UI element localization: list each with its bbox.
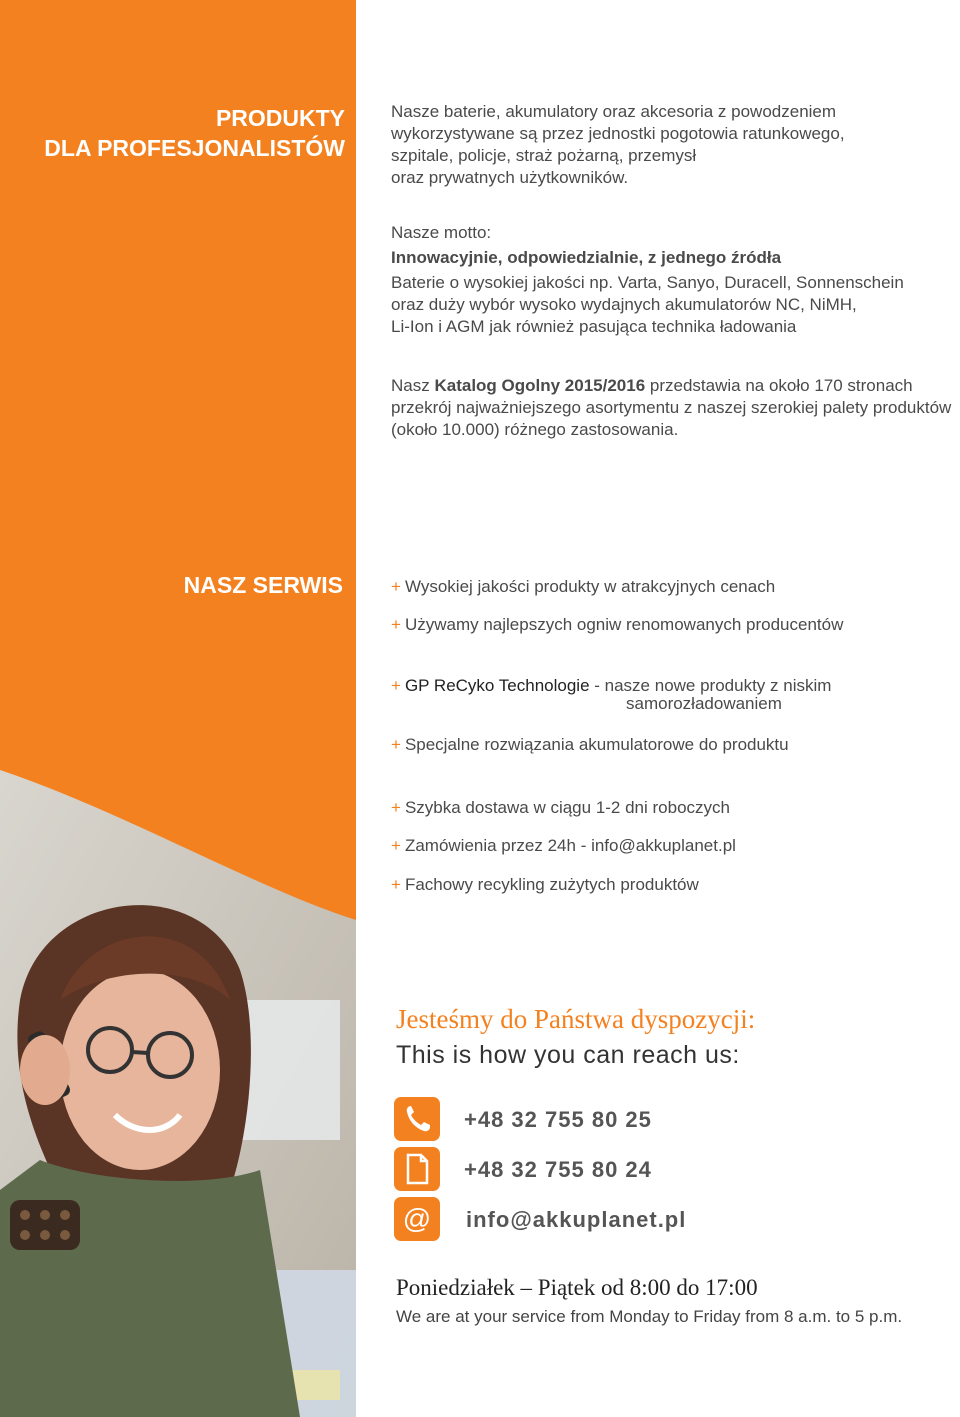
products-heading-line2: DLA PROFESJONALISTÓW <box>44 135 345 161</box>
service-item <box>391 798 730 818</box>
brands-line: Li-Ion i AGM jak również pasująca technika ładowania <box>391 317 797 336</box>
service-item-text: Specjalne rozwiązania akumulatorowe do produktu <box>404 735 789 754</box>
plus-icon: + <box>391 615 401 634</box>
at-symbol: @ <box>402 1203 432 1234</box>
gp-description-cont: samorozładowaniem <box>626 694 782 713</box>
catalog-paragraph <box>391 375 960 441</box>
fax-icon <box>394 1147 440 1191</box>
fax-number[interactable]: +48 32 755 80 24 <box>464 1157 652 1182</box>
intro-paragraph <box>391 101 845 189</box>
email-icon <box>394 1197 440 1241</box>
brands-line: oraz duży wybór wysoko wydajnych akumulatorów NC, NiMH, <box>391 295 857 314</box>
service-item-text: Używamy najlepszych ogniw renomowanych producentów <box>404 615 844 634</box>
phone-icon <box>394 1097 440 1141</box>
catalog-prefix: Nasz <box>391 376 430 395</box>
service-item <box>391 875 699 895</box>
service-item-text: GP ReCyko Technologie <box>404 676 590 695</box>
products-heading-line1: PRODUKTY <box>215 105 345 131</box>
intro-line: Nasze baterie, akumulatory oraz akcesoria z powodzeniem <box>391 102 837 121</box>
service-item <box>391 836 736 856</box>
service-heading: NASZ SERWIS <box>183 572 343 598</box>
service-item-text: Szybka dostawa w ciągu 1-2 dni roboczych <box>404 798 730 817</box>
plus-icon: + <box>391 676 401 695</box>
plus-icon: + <box>391 735 401 754</box>
motto-block <box>391 222 781 269</box>
catalog-rest: przedstawia na około 170 stronach przekrój najważniejszego asortymentu z naszej szerokiej palety produktów (około 10.000) różnego zastosowania. <box>391 376 952 439</box>
email-link[interactable]: info@akkuplanet.pl <box>466 1207 687 1232</box>
plus-icon: + <box>391 836 401 855</box>
plus-icon: + <box>391 577 401 596</box>
plus-icon: + <box>391 798 401 817</box>
intro-line: wykorzystywane są przez jednostki pogotowia ratunkowego, <box>391 124 845 143</box>
service-item <box>391 735 789 755</box>
contact-title: Jesteśmy do Państwa dyspozycji: <box>396 1004 756 1034</box>
brands-paragraph <box>391 272 904 338</box>
contact-subtitle: This is how you can reach us: <box>396 1041 740 1069</box>
products-heading <box>44 103 345 163</box>
phone-number[interactable]: +48 32 755 80 25 <box>464 1107 652 1132</box>
photo-woman-on-phone <box>0 770 356 1417</box>
service-item <box>391 615 843 635</box>
intro-line: oraz prywatnych użytkowników. <box>391 168 629 187</box>
motto-text: Innowacyjnie, odpowiedzialnie, z jednego źródła <box>391 248 782 267</box>
intro-line: szpitale, policje, straż pożarną, przemysł <box>391 146 697 165</box>
service-item-text: Wysokiej jakości produkty w atrakcyjnych cenach <box>404 577 776 596</box>
service-item <box>391 577 775 597</box>
plus-icon: + <box>391 875 401 894</box>
service-item-text: Fachowy recykling zużytych produktów <box>404 875 699 894</box>
motto-label: Nasze motto: <box>391 223 492 242</box>
catalog-name: Katalog Ogolny 2015/2016 <box>434 376 646 395</box>
gp-description: - nasze nowe produkty z niskim <box>594 676 832 695</box>
service-item-gp <box>391 676 831 696</box>
service-item-text: Zamówienia przez 24h - info@akkuplanet.pl <box>404 836 736 855</box>
brands-line: Baterie o wysokiej jakości np. Varta, Sanyo, Duracell, Sonnenschein <box>391 273 904 292</box>
hours-english: We are at your service from Monday to Friday from 8 a.m. to 5 p.m. <box>396 1307 903 1326</box>
hours-polish: Poniedziałek – Piątek od 8:00 do 17:00 <box>396 1275 758 1300</box>
